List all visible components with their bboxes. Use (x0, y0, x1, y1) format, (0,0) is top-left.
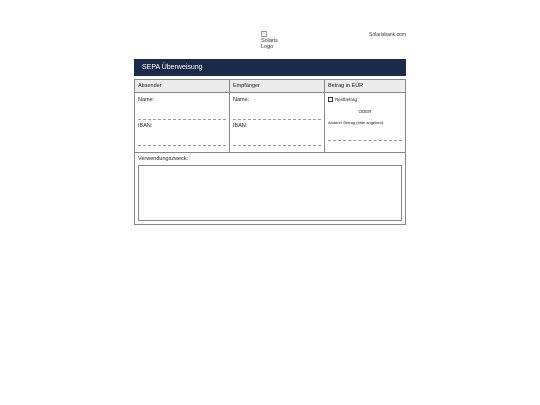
sender-name-label: Name: (138, 97, 155, 103)
amount-heading: Betrag in EUR (325, 80, 405, 93)
recipient-heading: Empfänger (230, 80, 324, 93)
remaining-amount-option[interactable] (328, 97, 357, 102)
purpose-label: Verwendungszweck: (138, 156, 189, 162)
sender-iban-field[interactable] (138, 145, 226, 146)
transfer-form (134, 79, 406, 225)
recipient-name-field[interactable] (233, 119, 321, 120)
amount-column (325, 80, 405, 152)
recipient-iban-field[interactable] (233, 145, 321, 146)
recipient-name-label: Name: (233, 97, 250, 103)
broken-image-icon (261, 31, 267, 37)
other-amount-field[interactable] (328, 140, 402, 141)
sender-column (135, 80, 230, 152)
section-divider (135, 152, 405, 153)
sender-iban-label: IBAN: (138, 123, 153, 129)
remaining-amount-checkbox[interactable] (328, 97, 333, 102)
recipient-iban-label: IBAN: (233, 123, 248, 129)
remaining-amount-label: Restbetrag (335, 97, 358, 102)
sender-heading: Absender (135, 80, 229, 93)
purpose-textarea[interactable] (138, 165, 402, 221)
site-name: Solarisbank.com (369, 32, 406, 38)
logo-image (261, 31, 291, 51)
recipient-column (230, 80, 325, 152)
or-label: ODER (358, 109, 372, 114)
form-columns (135, 80, 405, 152)
other-amount-label: Anderer Betrag (bitte angeben): (328, 120, 385, 125)
sender-name-field[interactable] (138, 119, 226, 120)
logo-alt-text: Solaris Logo (261, 37, 278, 50)
form-title: SEPA Überweisung (134, 59, 406, 76)
